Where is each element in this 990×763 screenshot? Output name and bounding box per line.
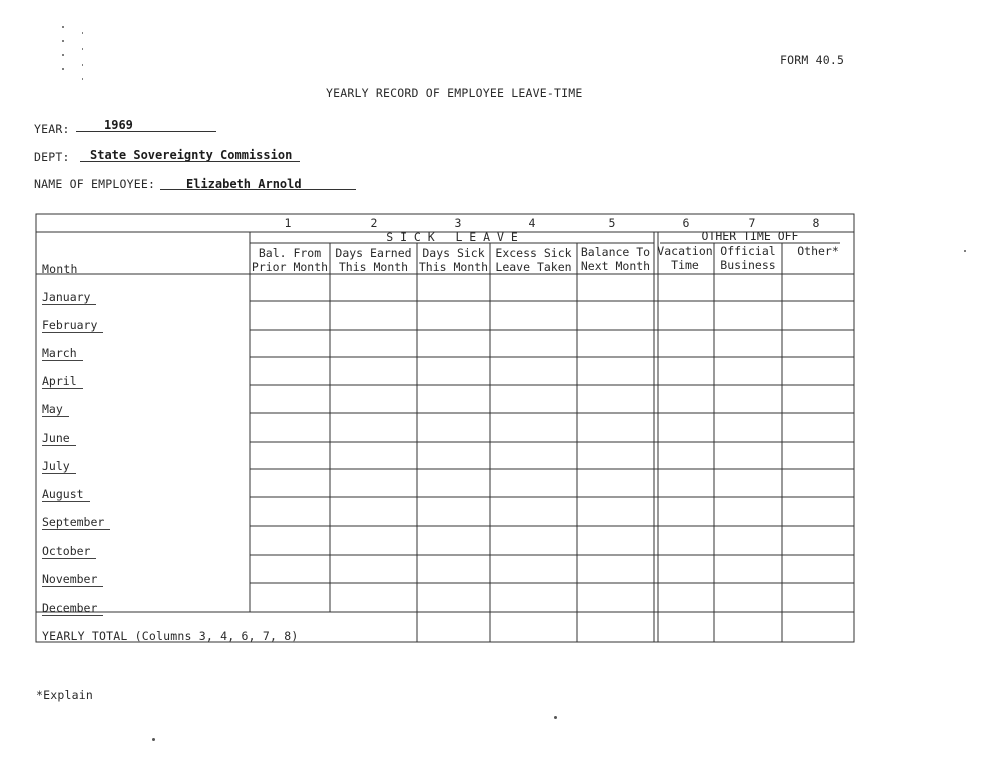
explain-footnote: *Explain [36,688,93,702]
col-header-excess-sick: Excess Sick Leave Taken [495,246,572,274]
month-april: April [42,374,77,388]
col-number-7: 7 [748,216,756,230]
col-header-official-business: Official Business [720,244,776,272]
month-october: October [42,544,91,558]
form-title: YEARLY RECORD OF EMPLOYEE LEAVE-TIME [326,86,583,100]
col-number-8: 8 [812,216,820,230]
employee-name-value: Elizabeth Arnold [186,177,302,191]
month-may: May [42,402,63,416]
year-label: YEAR: [34,122,70,136]
col-header-other: Other* [797,244,839,258]
yearly-total-label: YEARLY TOTAL (Columns 3, 4, 6, 7, 8) [42,629,299,643]
employee-name-label: NAME OF EMPLOYEE: [34,177,156,191]
col-number-4: 4 [528,216,536,230]
sick-leave-group-header: S I C K L E A V E [386,230,518,244]
col-number-3: 3 [454,216,462,230]
month-august: August [42,487,84,501]
month-column-header: Month [42,262,78,276]
col-number-2: 2 [370,216,378,230]
year-value: 1969 [104,118,133,132]
col-header-balance-to-next: Balance To Next Month [580,245,651,273]
col-number-5: 5 [608,216,616,230]
col-number-1: 1 [284,216,292,230]
month-july: July [42,459,70,473]
month-january: January [42,290,91,304]
month-december: December [42,601,98,615]
month-february: February [42,318,98,332]
month-march: March [42,346,77,360]
dept-value: State Sovereignty Commission [90,148,293,162]
col-header-days-sick: Days Sick This Month [418,246,489,274]
col-header-days-earned: Days Earned This Month [335,246,412,274]
col-number-6: 6 [682,216,690,230]
month-september: September [42,515,105,529]
form-number: FORM 40.5 [780,53,845,67]
other-time-off-group-header: OTHER TIME OFF [701,229,799,243]
col-header-vacation: Vacation Time [657,244,713,272]
dept-label: DEPT: [34,150,70,164]
month-june: June [42,431,70,445]
month-november: November [42,572,98,586]
col-header-bal-from-prior: Bal. From Prior Month [251,246,329,274]
